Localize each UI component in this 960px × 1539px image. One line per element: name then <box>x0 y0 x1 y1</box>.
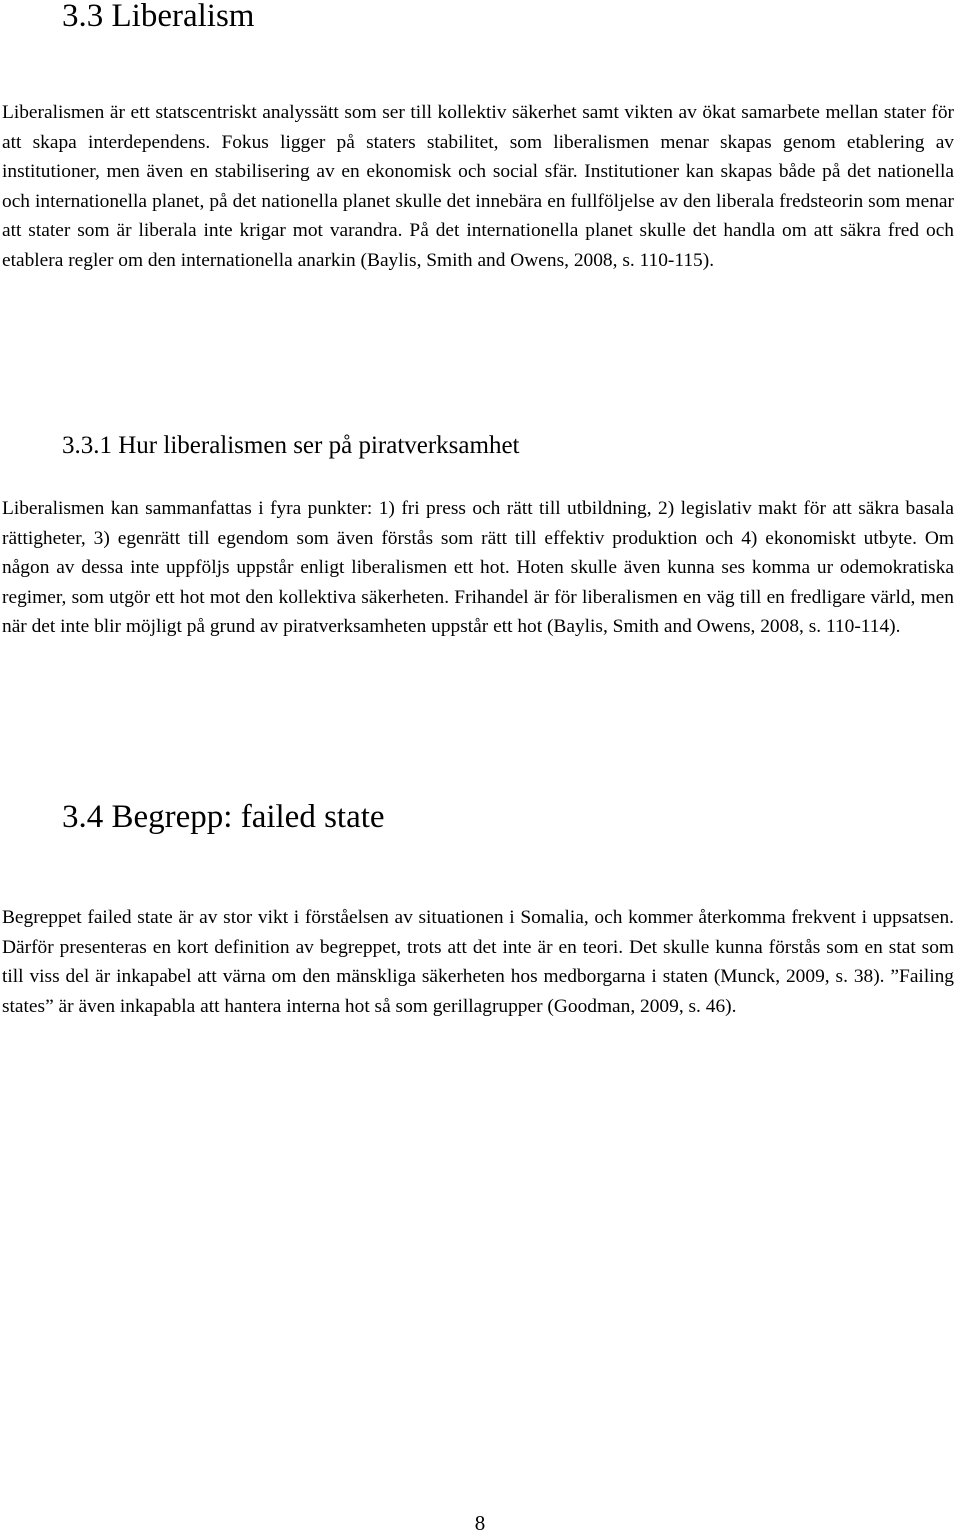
paragraph-liberalism: Liberalismen är ett statscentriskt analyssätt som ser till kollektiv säkerhet samt vikten av ökat samarbete mellan stater för att skapa interdependens. Fokus ligger på staters stabilitet, som liberalismen menar skapas genom etablering av institutioner, men även en stabilisering av en ekonomisk och social sfär. Institutioner kan skapas både på det nationella och internationella planet, på det nationella planet skulle det innebära en fullföljelse av den liberala fredsteorin som menar att stater som är liberala inte krigar mot varandra. På det internationella planet skulle det handla om att säkra fred och etablera regler om den internationella anarkin (Baylis, Smith and Owens, 2008, s. 110-115). <box>2 102 954 271</box>
paragraph-piratverksamhet: Liberalismen kan sammanfattas i fyra punkter: 1) fri press och rätt till utbildning, 2) legislativ makt för att säkra basala rättigheter, 3) egenrätt till egendom som även förstås som rätt till effektiv produktion och 4) ekonomiskt utbyte. Om någon av dessa inte uppföljs uppstår enligt liberalismen ett hot. Hoten skulle även kunna ses komma ur odemokratiska regimer, som utgör ett hot mot den kollektiva säkerheten. Frihandel är för liberalismen en väg till en fredligare värld, men när det inte blir möjligt på grund av piratverksamheten uppstår ett hot (Baylis, Smith and Owens, 2008, s. 110-114). <box>2 498 954 637</box>
subsection-heading-piratverksamhet: 3.3.1 Hur liberalismen ser på piratverksamhet <box>62 432 520 459</box>
section-heading-liberalism: 3.3 Liberalism <box>62 0 255 34</box>
section-heading-failed-state: 3.4 Begrepp: failed state <box>62 799 385 835</box>
page-number: 8 <box>474 1511 486 1535</box>
paragraph-failed-state: Begreppet failed state är av stor vikt i förståelsen av situationen i Somalia, och kommer återkomma frekvent i uppsatsen. Därför presenteras en kort definition av begreppet, trots att det inte är en teori. Det skulle kunna förstås som en stat som till viss del är inkapabel att värna om den mänskliga säkerheten hos medborgarna i staten (Munck, 2009, s. 38). ”Failing states” är även inkapabla att hantera interna hot så som gerillagrupper (Goodman, 2009, s. 46). <box>2 907 954 1017</box>
